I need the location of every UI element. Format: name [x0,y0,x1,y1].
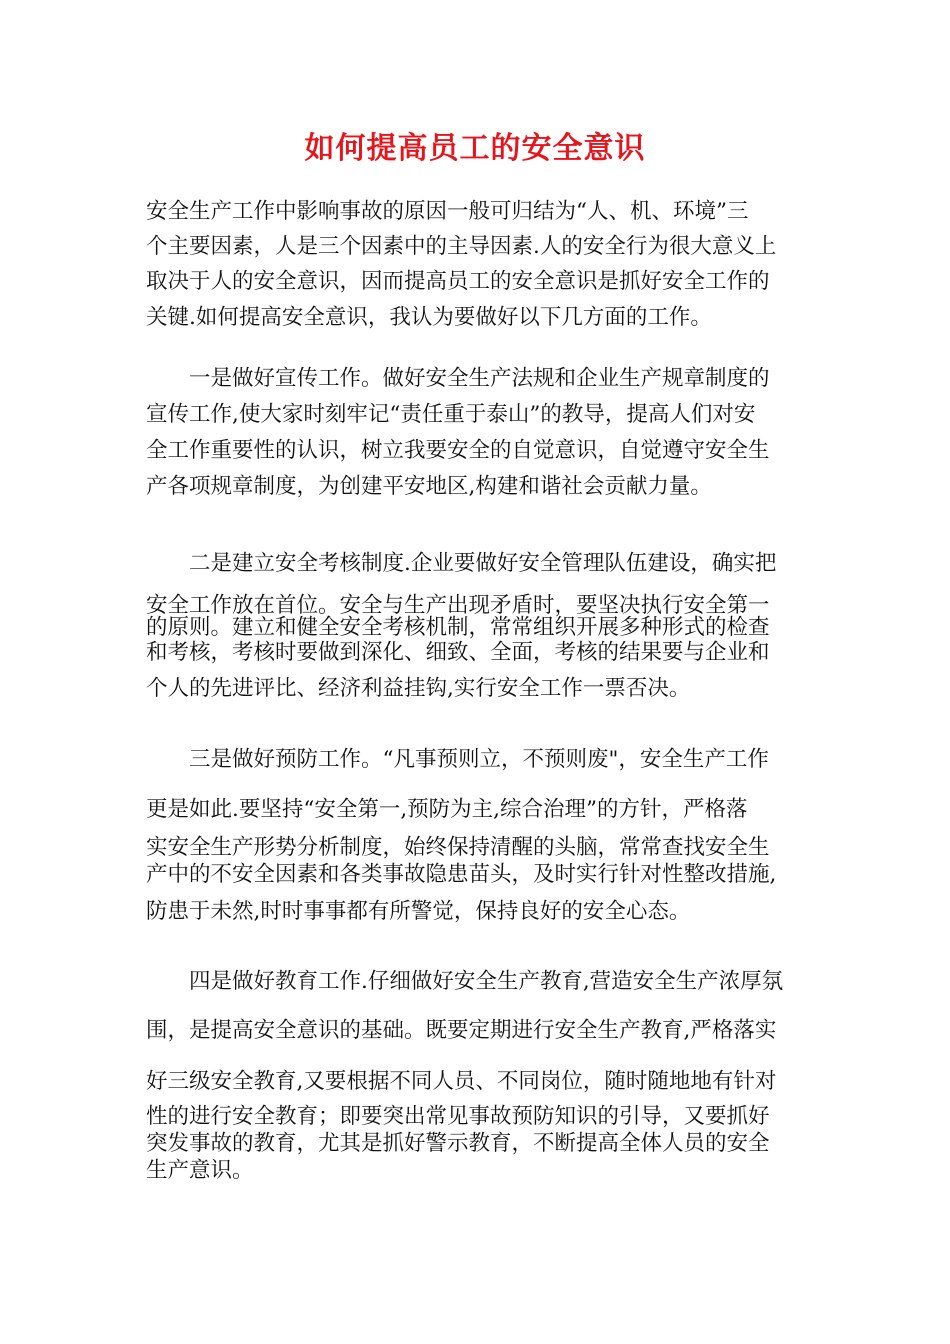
text-line: 宣传工作,使大家时刻牢记“责任重于泰山”的教导，提高人们对安 [146,402,756,427]
text-line: 三是做好预防工作。“凡事预则立，不预则废"，安全生产工作 [146,747,769,772]
text-line: 安全生产工作中影响事故的原因一般可归结为“人、机、环境”三 [146,199,749,224]
text-line: 个主要因素，人是三个因素中的主导因素.人的安全行为很大意义上 [146,234,777,259]
text-line: 取决于人的安全意识，因而提高员工的安全意识是抓好安全工作的 [146,269,770,294]
text-line: 突发事故的教育，尤其是抓好警示教育，不断提高全体人员的安全 [146,1131,770,1156]
text-line: 全工作重要性的认识，树立我要安全的自觉意识，自觉遵守安全生 [146,438,770,463]
text-line: 四是做好教育工作.仔细做好安全生产教育,营造安全生产浓厚氛 [146,969,784,994]
text-line: 防患于未然,时时事事都有所警觉，保持良好的安全心态。 [146,899,691,924]
text-line: 一是做好宣传工作。做好安全生产法规和企业生产规章制度的 [146,366,770,391]
text-line: 更是如此.要坚持“安全第一,预防为主,综合治理”的方针，严格落 [146,797,748,822]
page-title: 如何提高员工的安全意识 [304,131,646,166]
text-line: 产各项规章制度，为创建平安地区,构建和谐社会贡献力量。 [146,474,712,499]
text-line: 和考核，考核时要做到深化、细致、全面，考核的结果要与企业和 [146,640,770,665]
text-line: 实安全生产形势分析制度，始终保持清醒的头脑，常常查找安全生 [146,835,770,860]
text-line: 好三级安全教育,又要根据不同人员、不同岗位，随时随地地有针对 [146,1069,777,1094]
text-line: 安全工作放在首位。安全与生产出现矛盾时，要坚决执行安全第一 [146,593,770,618]
text-line: 个人的先进评比、经济利益挂钩,实行安全工作一票否决。 [146,676,691,701]
text-line: 的原则。建立和健全安全考核机制，常常组织开展多种形式的检查 [146,615,770,640]
text-line: 围，是提高安全意识的基础。既要定期进行安全生产教育,严格落实 [146,1018,777,1043]
text-line: 关键.如何提高安全意识，我认为要做好以下几方面的工作。 [146,305,712,330]
text-line: 性的进行安全教育；即要突出常见事故预防知识的引导，又要抓好 [146,1104,770,1129]
text-line: 生产意识。 [146,1158,254,1183]
text-line: 二是建立安全考核制度.企业要做好安全管理队伍建设，确实把 [146,551,777,576]
text-line: 产中的不安全因素和各类事故隐患苗头，及时实行针对性整改措施, [146,862,777,887]
